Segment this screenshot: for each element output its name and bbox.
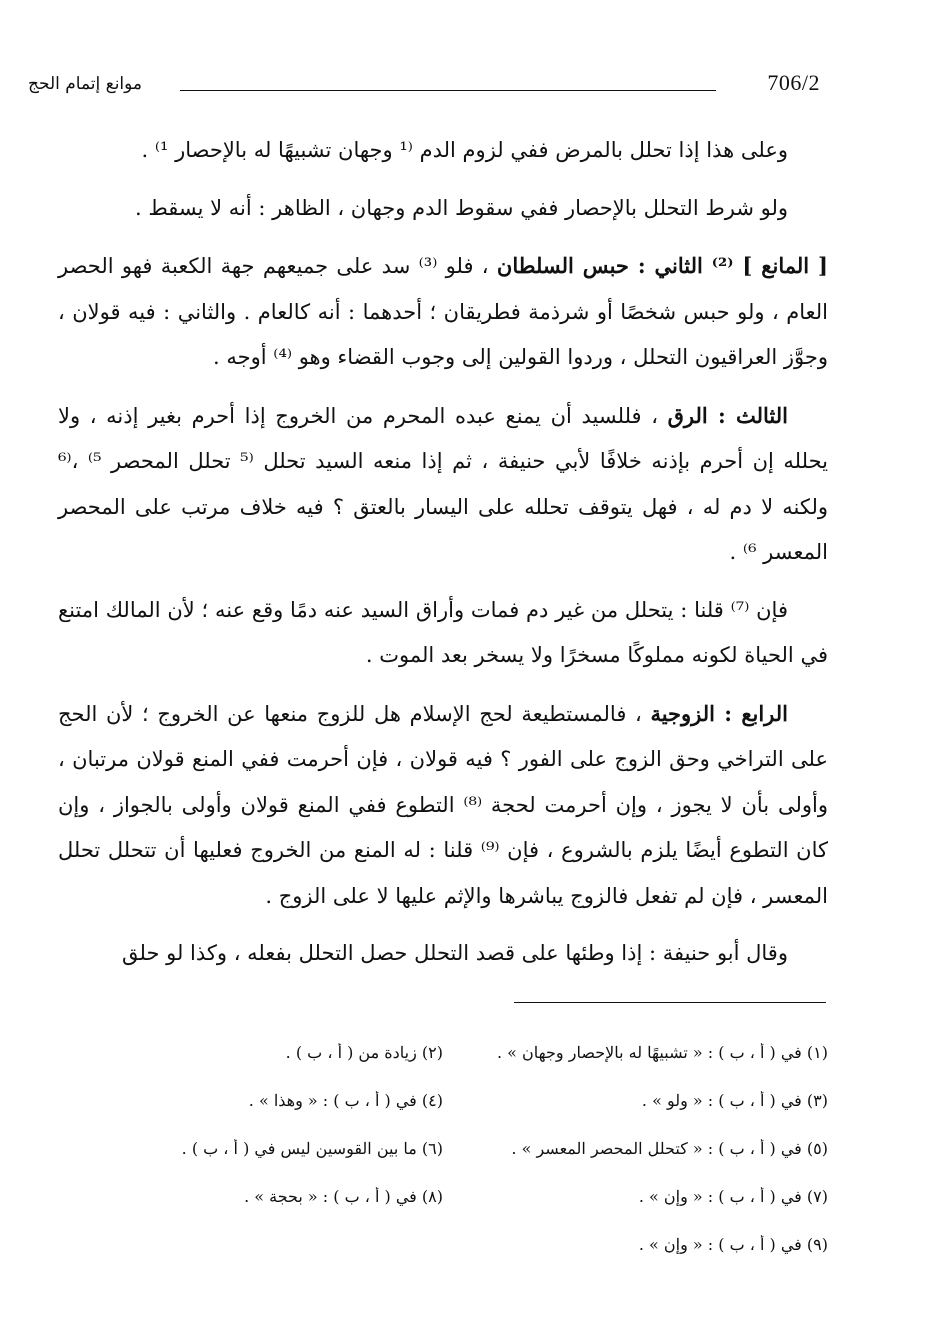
page-header	[28, 70, 828, 102]
footnote-row	[58, 1028, 828, 1076]
footnotes	[58, 1028, 828, 1268]
paragraph-text: ، فللسيد أن يمنع عبده المحرم من الخروج إذا أحرم بغير إذنه ، ولا يحلله إن أحرم بإذنه خلافًا لأبي حنيفة ، ثم إذا منعه السيد تحلل ⁽⁵ تحلل المحصر ⁵⁾ ،⁽⁶ ولكنه لا دم له ، فهل يتوقف تحلله على اليسار بالعتق ؟ فيه خلاف مرتب على المحصر المعسر ⁶⁾ .	[58, 403, 828, 564]
paragraph	[58, 243, 828, 381]
paragraph-text: ولو شرط التحلل بالإحصار ففي سقوط الدم وجهان ، الظاهر : أنه لا يسقط .	[134, 195, 788, 220]
footnote-row	[58, 1220, 828, 1268]
footnote-separator	[514, 1002, 826, 1003]
footnote-1: (١) في ( أ ، ب ) : « تشبيهًا له بالإحصار وجهان » .	[496, 1042, 828, 1062]
footnote-5: (٥) في ( أ ، ب ) : « كتحلل المحصر المعسر » .	[511, 1138, 828, 1158]
footnote-8: (٨) في ( أ ، ب ) : « بحجة » .	[244, 1186, 443, 1206]
paragraph-text: ، فالمستطيعة لحج الإسلام هل للزوج منعها عن الخروج ؛ لأن الحج على التراخي وحق الزوج على الفور ؟ فيه قولان ، فإن أحرمت ففي المنع قولان مرتبان ، وأولى بأن لا يجوز ، وإن أحرمت لحجة ⁽⁸⁾ التطوع ففي المنع قولان وأولى بالجواز ، وإن كان التطوع أيضًا يلزم بالشروع ، فإن ⁽⁹⁾ قلنا : له المنع من الخروج فعليها أن تتحلل تحلل المعسر ، فإن لم تفعل فالزوج يباشرها والإثم عليها لا على الزوج .	[58, 701, 828, 908]
paragraph	[58, 128, 828, 174]
paragraph-text: فإن ⁽⁷⁾ قلنا : يتحلل من غير دم فمات وأراق السيد عنه دمًا وقع عنه ؛ لأن المالك امتنع في الحياة لكونه مملوكًا مسخرًا ولا يسخر بعد الموت .	[58, 597, 828, 667]
header-rule	[180, 90, 716, 91]
footnote-row	[58, 1076, 828, 1124]
section-heading: [ المانع ] ⁽²⁾ الثاني : حبس السلطان	[496, 253, 828, 278]
paragraph-text: ، فلو ⁽³⁾ سد على جميعهم جهة الكعبة فهو الحصر العام ، ولو حبس شخصًا أو شرذمة فطريقان ؛ أحدهما : أنه كالعام . والثاني : فيه قولان ، وجوَّز العراقيون التحلل ، وردوا القولين إلى وجوب القضاء وهو ⁽⁴⁾ أوجه .	[58, 254, 828, 369]
section-heading: الرابع : الزوجية	[650, 700, 788, 726]
paragraph-text: وعلى هذا إذا تحلل بالمرض ففي لزوم الدم ⁽¹ وجهان تشبيهًا له بالإحصار ¹⁾ .	[141, 138, 788, 162]
paragraph	[58, 393, 828, 576]
paragraph	[58, 931, 828, 977]
paragraph	[58, 186, 828, 232]
footnote-3: (٣) في ( أ ، ب ) : « ولو » .	[641, 1090, 828, 1110]
footnote-row	[58, 1172, 828, 1220]
footnote-9: (٩) في ( أ ، ب ) : « وإن » .	[638, 1234, 828, 1254]
paragraph	[58, 691, 828, 920]
footnote-row	[58, 1124, 828, 1172]
section-heading: الثالث : الرق	[667, 402, 788, 428]
main-text	[58, 128, 828, 989]
paragraph	[58, 588, 828, 679]
page-number: 706/2	[767, 70, 820, 95]
running-title: موانع إتمام الحج	[28, 74, 143, 94]
footnote-7: (٧) في ( أ ، ب ) : « وإن » .	[638, 1186, 828, 1206]
footnote-6: (٦) ما بين القوسين ليس في ( أ ، ب ) .	[181, 1138, 443, 1158]
paragraph-text: وقال أبو حنيفة : إذا وطئها على قصد التحلل حصل التحلل بفعله ، وكذا لو حلق	[122, 941, 788, 965]
footnote-4: (٤) في ( أ ، ب ) : « وهذا » .	[248, 1090, 443, 1110]
footnote-2: (٢) زيادة من ( أ ، ب ) .	[285, 1042, 443, 1062]
